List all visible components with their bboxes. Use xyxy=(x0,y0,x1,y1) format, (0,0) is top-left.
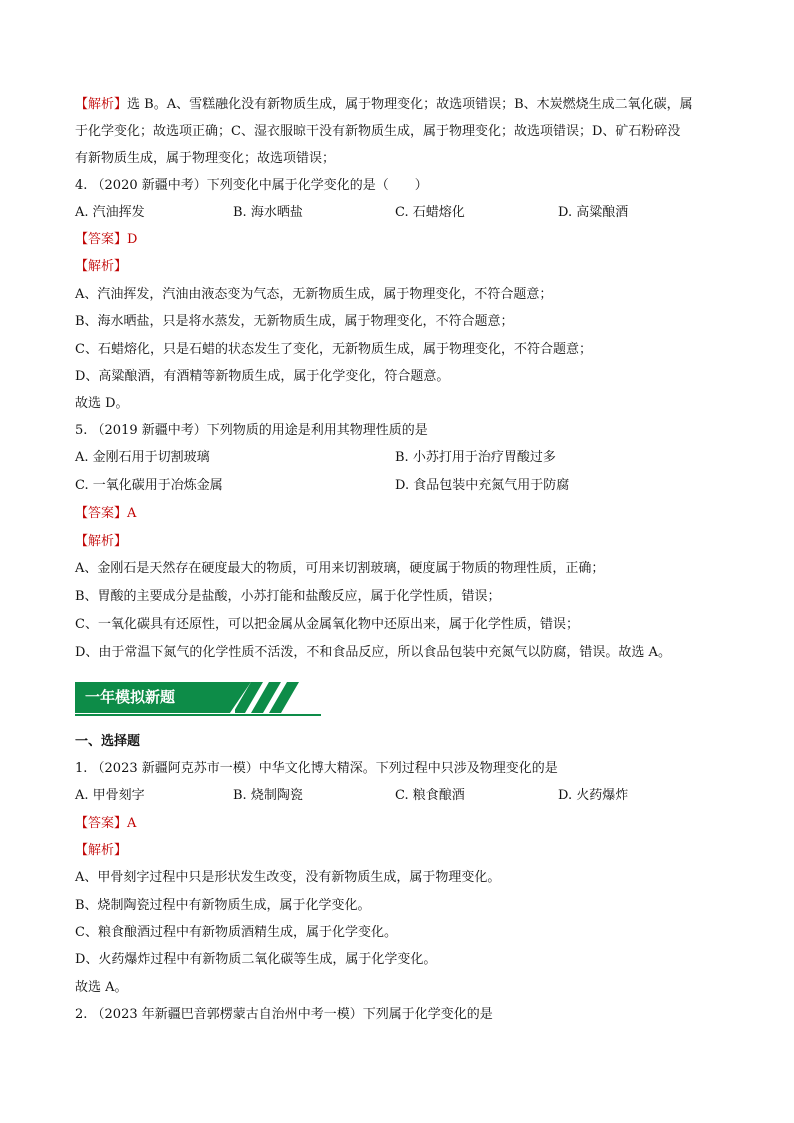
m1-option-c: C. 粮食酿酒 xyxy=(395,788,465,803)
q5-answer-label: 【答案】 xyxy=(75,506,128,521)
m1-stem: 1. （2023 新疆阿克苏市一模）中华文化博大精深。下列过程中只涉及物理变化的是 xyxy=(75,761,558,776)
q5-option-a: A. 金刚石用于切割玻璃 xyxy=(75,450,210,465)
m1-explanation-a: A、甲骨刻字过程中只是形状发生改变，没有新物质生成，属于物理变化。 xyxy=(75,870,501,885)
q4-answer-value: D xyxy=(127,232,138,247)
q4-explanation-c: C、石蜡熔化，只是石蜡的状态发生了变化，无新物质生成，属于物理变化，不符合题意； xyxy=(75,342,592,357)
q4-answer xyxy=(75,231,137,249)
q5-option-d: D. 食品包装中充氮气用于防腐 xyxy=(395,478,570,493)
section-banner-stripes xyxy=(235,682,335,713)
m1-answer-label: 【答案】 xyxy=(75,816,128,831)
q5-options-row-2 xyxy=(75,477,715,495)
q4-option-c: C. 石蜡熔化 xyxy=(395,205,465,220)
q4-option-a: A. 汽油挥发 xyxy=(75,205,145,220)
q3-analysis-line-2: 于化学变化；故选项正确；C、湿衣服晾干没有新物质生成，属于物理变化；故选项错误；D、矿石粉碎没 xyxy=(75,124,681,139)
q4-answer-label: 【答案】 xyxy=(75,232,128,247)
q3-analysis-label: 【解析】 xyxy=(75,97,128,112)
m1-analysis-label: 【解析】 xyxy=(75,843,128,858)
q4-stem: 4. （2020 新疆中考）下列变化中属于化学变化的是（ ） xyxy=(75,178,428,193)
q3-analysis-line-3: 有新物质生成，属于物理变化；故选项错误； xyxy=(75,151,336,166)
section-banner-title: 一年模拟新题 xyxy=(85,688,176,706)
section-banner-rule xyxy=(75,714,321,716)
m1-option-d: D. 火药爆炸 xyxy=(558,788,629,803)
m1-option-b: B. 烧制陶瓷 xyxy=(233,788,303,803)
m1-answer-value: A xyxy=(127,816,137,831)
m1-explanation-d: D、火药爆炸过程中有新物质二氧化碳等生成，属于化学变化。 xyxy=(75,952,437,967)
m1-options xyxy=(75,787,715,805)
q5-answer-value: A xyxy=(127,506,137,521)
section-sub-heading: 一、选择题 xyxy=(75,734,141,749)
q4-option-d: D. 高粱酿酒 xyxy=(558,205,629,220)
m1-option-a: A. 甲骨刻字 xyxy=(75,788,145,803)
m1-answer xyxy=(75,815,136,833)
q4-explanation-d: D、高粱酿酒，有酒精等新物质生成，属于化学变化，符合题意。 xyxy=(75,369,450,384)
q4-explanation-a: A、汽油挥发，汽油由液态变为气态，无新物质生成，属于物理变化，不符合题意； xyxy=(75,287,553,302)
q4-conclusion: 故选 D。 xyxy=(75,396,129,411)
q3-analysis-line-1 xyxy=(75,96,693,114)
q5-explanation-a: A、金刚石是天然存在硬度最大的物质，可用来切割玻璃，硬度属于物质的物理性质，正确； xyxy=(75,561,605,576)
q4-explanation-b: B、海水晒盐，只是将水蒸发，无新物质生成，属于物理变化，不符合题意； xyxy=(75,314,514,329)
m1-conclusion: 故选 A。 xyxy=(75,980,128,995)
m2-stem: 2. （2023 年新疆巴音郭楞蒙古自治州中考一模）下列属于化学变化的是 xyxy=(75,1007,493,1022)
q5-explanation-d: D、由于常温下氮气的化学性质不活泼，不和食品反应，所以食品包装中充氮气以防腐，错误。故选 A。 xyxy=(75,645,671,660)
q5-explanation-c: C、一氧化碳具有还原性，可以把金属从金属氧化物中还原出来，属于化学性质，错误； xyxy=(75,617,579,632)
q4-options xyxy=(75,204,715,222)
q5-stem: 5. （2019 新疆中考）下列物质的用途是利用其物理性质的是 xyxy=(75,423,428,438)
section-banner xyxy=(75,682,325,716)
m1-explanation-b: B、烧制陶瓷过程中有新物质生成，属于化学变化。 xyxy=(75,898,371,913)
q4-option-b: B. 海水晒盐 xyxy=(233,205,303,220)
q3-analysis-text-1: 选 B。A、雪糕融化没有新物质生成，属于物理变化；故选项错误；B、木炭燃烧生成二氧化碳，属 xyxy=(127,97,693,112)
m1-explanation-c: C、粮食酿酒过程中有新物质酒精生成，属于化学变化。 xyxy=(75,925,397,940)
q5-analysis-label: 【解析】 xyxy=(75,534,128,549)
q5-explanation-b: B、胃酸的主要成分是盐酸，小苏打能和盐酸反应，属于化学性质，错误； xyxy=(75,589,501,604)
q5-option-b: B. 小苏打用于治疗胃酸过多 xyxy=(395,450,556,465)
q5-options-row-1 xyxy=(75,449,715,467)
q5-option-c: C. 一氧化碳用于冶炼金属 xyxy=(75,478,223,493)
q5-answer xyxy=(75,505,136,523)
q4-analysis-label: 【解析】 xyxy=(75,259,128,274)
